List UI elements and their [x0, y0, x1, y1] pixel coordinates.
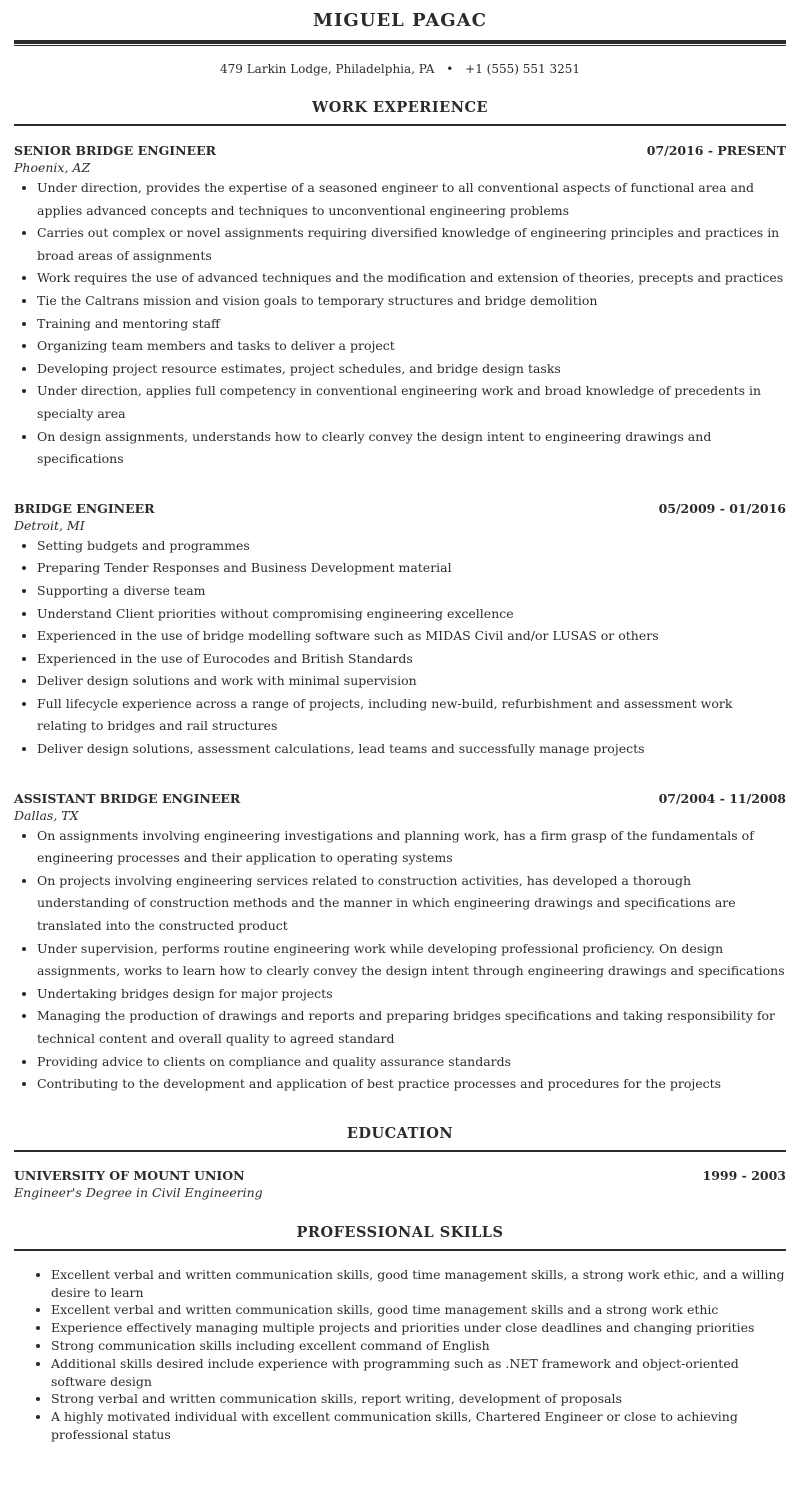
job-header — [14, 791, 786, 807]
education-entry — [14, 1168, 786, 1202]
education-section — [14, 1124, 786, 1202]
skill-item: • A highly motivated individual with excellent communication skills, Chartered Engineer or close to achieving professional status — [51, 1408, 786, 1444]
job-entry — [14, 791, 786, 1096]
job-bullet: • Developing project resource estimates, project schedules, and bridge design tasks — [37, 358, 786, 381]
skill-item: • Strong verbal and written communication skills, report writing, development of proposals — [51, 1390, 786, 1408]
phone-text: +1 (555) 551 3251 — [465, 62, 581, 76]
skill-item: • Experience effectively managing multiple projects and priorities under close deadlines and changing priorities — [51, 1319, 786, 1337]
address-text: 479 Larkin Lodge, Philadelphia, PA — [219, 62, 435, 76]
job-location: Detroit, MI — [14, 517, 85, 533]
job-bullet: • Under supervision, performs routine engineering work while developing professional proficiency. On design assignments, works to learn how to clearly convey the design intent through engineering drawings and specifications — [37, 938, 786, 983]
job-bullet: • Contributing to the development and application of best practice processes and procedures for the projects — [37, 1073, 786, 1096]
job-header — [14, 501, 786, 517]
skill-item: • Strong communication skills including excellent command of English — [51, 1337, 786, 1355]
section-title-work: WORK EXPERIENCE — [311, 99, 489, 116]
job-location: Phoenix, AZ — [14, 160, 91, 175]
skills-list — [14, 1266, 786, 1444]
job-bullet: • Experienced in the use of Eurocodes and British Standards — [37, 648, 786, 671]
job-bullet: • Preparing Tender Responses and Business Development material — [37, 557, 786, 580]
job-title: BRIDGE ENGINEER — [14, 500, 155, 516]
section-divider — [14, 124, 786, 126]
job-bullet: • Providing advice to clients on compliance and quality assurance standards — [37, 1051, 786, 1074]
school-name: UNIVERSITY OF MOUNT UNION — [14, 1167, 245, 1183]
section-title-education: EDUCATION — [346, 1124, 454, 1142]
job-bullet: • Work requires the use of advanced techniques and the modification and extension of theories, precepts and practices — [37, 267, 786, 290]
job-bullet: • Training and mentoring staff — [37, 313, 786, 336]
job-bullet: • Carries out complex or novel assignments requiring diversified knowledge of engineering principles and practices in broad areas of assignments — [37, 222, 786, 267]
job-bullet: • On projects involving engineering services related to construction activities, has developed a thorough understanding of construction methods and the manner in which engineering drawings and specifications are translated into the constructed product — [37, 870, 786, 938]
job-bullet: • On design assignments, understands how to clearly convey the design intent to engineering drawings and specifications — [37, 426, 786, 471]
job-bullet: • Undertaking bridges design for major projects — [37, 983, 786, 1006]
job-entry — [14, 143, 786, 471]
header-divider — [14, 40, 786, 46]
contact-line — [14, 59, 786, 79]
job-bullet: • Experienced in the use of bridge modelling software such as MIDAS Civil and/or LUSAS or others — [37, 625, 786, 648]
education-header — [14, 1168, 786, 1184]
skill-item: • Additional skills desired include experience with programming such as .NET framework and object-oriented software design — [51, 1355, 786, 1391]
skills-section — [14, 1223, 786, 1444]
job-bullets — [14, 535, 786, 761]
job-bullets — [14, 825, 786, 1096]
candidate-name: MIGUEL PAGAC — [313, 10, 487, 31]
job-bullets — [14, 177, 786, 471]
job-bullet: • Full lifecycle experience across a range of projects, including new-build, refurbishment and assessment work relating to bridges and rail structures — [37, 693, 786, 738]
job-bullet: • Managing the production of drawings and reports and preparing bridges specifications and taking responsibility for technical content and overall quality to agreed standard — [37, 1005, 786, 1050]
job-dates: 05/2009 - 01/2016 — [658, 500, 786, 516]
job-title: SENIOR BRIDGE ENGINEER — [14, 143, 216, 158]
job-location: Dallas, TX — [14, 807, 79, 823]
contact-separator: • — [446, 62, 454, 76]
section-divider — [14, 1150, 786, 1152]
education-dates: 1999 - 2003 — [702, 1167, 786, 1183]
section-title-skills: PROFESSIONAL SKILLS — [296, 1223, 504, 1241]
section-divider — [14, 1249, 786, 1251]
skill-item: • Excellent verbal and written communication skills, good time management skills and a strong work ethic — [51, 1301, 786, 1319]
job-bullet: • Under direction, provides the expertise of a seasoned engineer to all conventional aspects of functional area and applies advanced concepts and techniques to unconventional engineering problems — [37, 177, 786, 222]
job-bullet: • Tie the Caltrans mission and vision goals to temporary structures and bridge demolition — [37, 290, 786, 313]
degree-text: Engineer's Degree in Civil Engineering — [14, 1184, 263, 1200]
job-entry — [14, 501, 786, 761]
job-bullet: • Understand Client priorities without compromising engineering excellence — [37, 603, 786, 626]
job-bullet: • Deliver design solutions, assessment calculations, lead teams and successfully manage projects — [37, 738, 786, 761]
job-bullet: • Organizing team members and tasks to deliver a project — [37, 335, 786, 358]
job-bullet: • Setting budgets and programmes — [37, 535, 786, 558]
job-bullet: • Supporting a diverse team — [37, 580, 786, 603]
job-header — [14, 143, 786, 159]
skill-item: • Excellent verbal and written communication skills, good time management skills, a strong work ethic, and a willing desire to learn — [51, 1266, 786, 1302]
job-title: ASSISTANT BRIDGE ENGINEER — [14, 790, 241, 806]
job-bullet: • Under direction, applies full competency in conventional engineering work and broad knowledge of precedents in specialty area — [37, 380, 786, 425]
job-bullet: • On assignments involving engineering investigations and planning work, has a firm grasp of the fundamentals of engineering processes and their application to operating systems — [37, 825, 786, 870]
job-dates: 07/2016 - PRESENT — [646, 143, 786, 158]
job-dates: 07/2004 - 11/2008 — [658, 790, 786, 806]
job-bullet: • Deliver design solutions and work with minimal supervision — [37, 670, 786, 693]
work-experience-section — [14, 98, 786, 1096]
